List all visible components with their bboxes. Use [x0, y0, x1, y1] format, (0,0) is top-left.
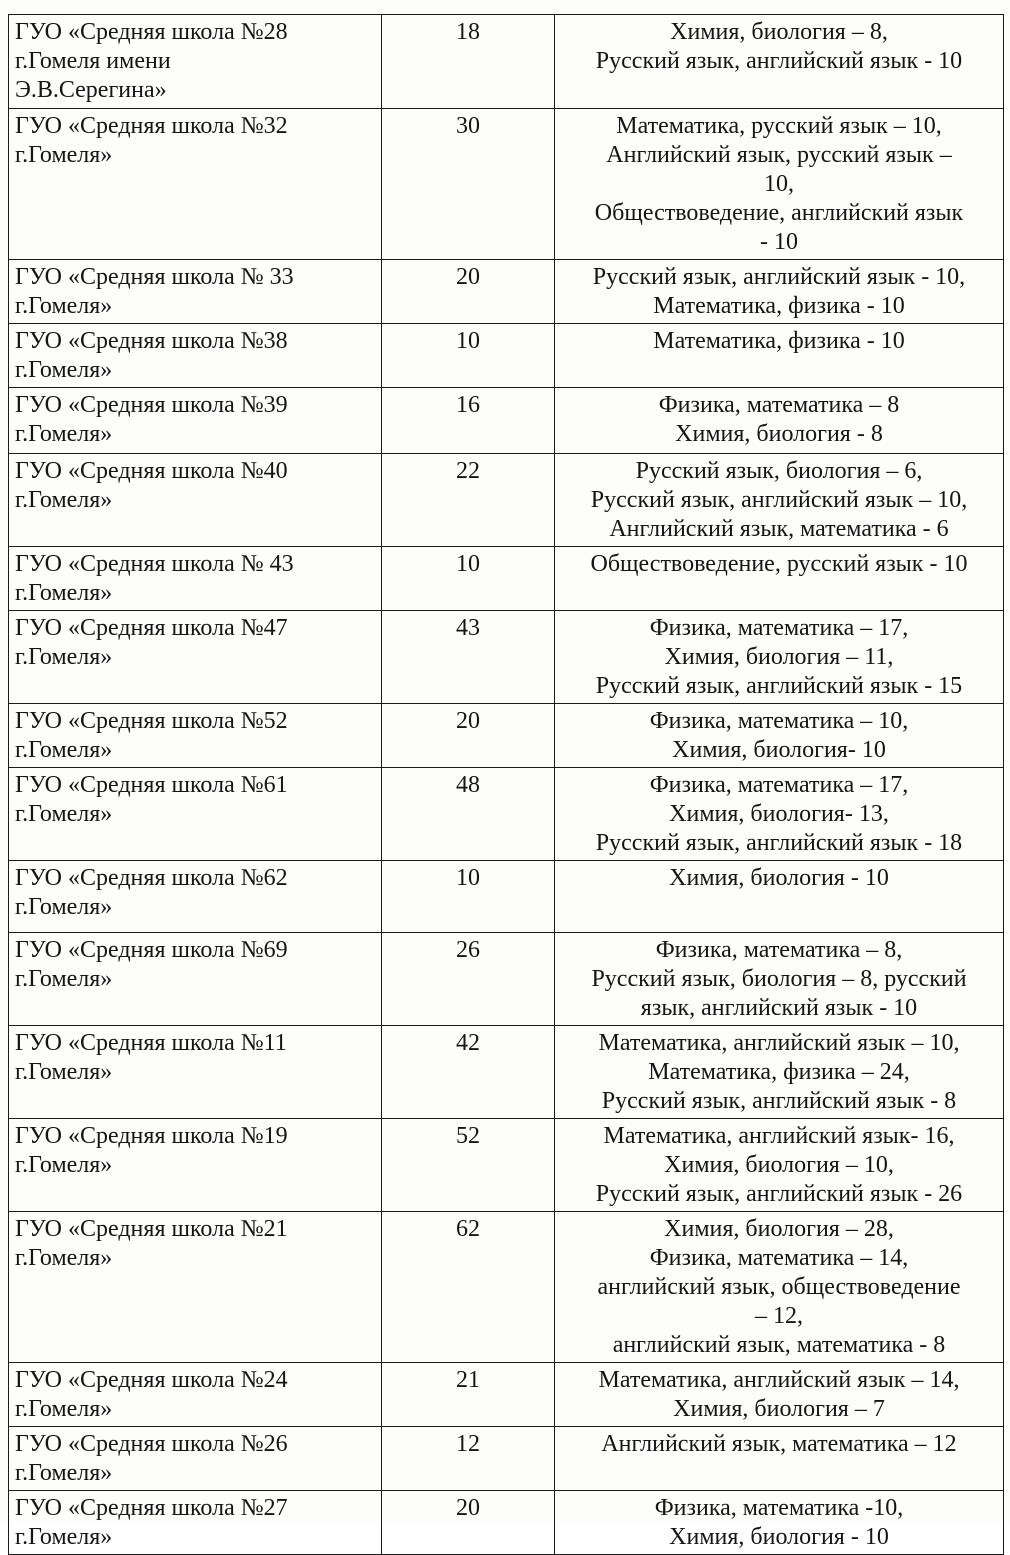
count-cell — [382, 704, 555, 768]
school-name-line: Э.В.Серегина» — [15, 77, 167, 103]
school-name-line: ГУО «Средняя школа № 43 — [15, 551, 294, 577]
count-value: 20 — [456, 1495, 480, 1521]
school-name-cell — [9, 704, 382, 768]
subject-line: Математика, физика - 10 — [653, 293, 905, 319]
count-cell — [382, 260, 555, 324]
subject-line: Математика, английский язык – 10, — [598, 1030, 960, 1056]
school-name-line: ГУО «Средняя школа №47 — [15, 615, 288, 641]
table-row — [9, 454, 1004, 547]
school-name-cell — [9, 388, 382, 454]
count-cell — [382, 454, 555, 547]
table-row — [9, 15, 1004, 109]
school-name-cell — [9, 1491, 382, 1555]
count-cell — [382, 1026, 555, 1119]
count-value: 20 — [456, 264, 480, 290]
count-value: 43 — [456, 615, 480, 641]
school-name-line: г.Гомеля» — [15, 801, 113, 827]
school-name-line: г.Гомеля» — [15, 737, 113, 763]
count-cell — [382, 1212, 555, 1363]
subjects-cell — [555, 324, 1004, 388]
school-name-cell — [9, 324, 382, 388]
school-name-line: г.Гомеля» — [15, 487, 113, 513]
subjects-cell — [555, 547, 1004, 611]
school-name-line: г.Гомеля» — [15, 1059, 113, 1085]
subject-line: Английский язык, русский язык – — [606, 142, 952, 168]
school-name-line: ГУО «Средняя школа №28 — [15, 19, 288, 45]
school-name-line: г.Гомеля» — [15, 1396, 113, 1422]
count-value: 42 — [456, 1030, 480, 1056]
table-row — [9, 704, 1004, 768]
subject-line: Физика, математика – 10, — [649, 708, 909, 734]
subject-line: Русский язык, английский язык - 26 — [595, 1181, 963, 1207]
count-cell — [382, 15, 555, 109]
subject-line: Русский язык, английский язык - 10, — [592, 264, 966, 290]
count-value: 30 — [456, 113, 480, 139]
count-value: 21 — [456, 1367, 480, 1393]
subject-line: Физика, математика – 17, — [649, 615, 909, 641]
school-name-line: ГУО «Средняя школа №40 — [15, 458, 288, 484]
school-name-line: ГУО «Средняя школа №38 — [15, 328, 288, 354]
subjects-cell — [555, 1491, 1004, 1555]
count-value: 10 — [456, 551, 480, 577]
school-name-line: г.Гомеля» — [15, 1245, 113, 1271]
school-name-cell — [9, 1212, 382, 1363]
subjects-cell — [555, 1427, 1004, 1491]
subject-line: Физика, математика – 8 — [658, 392, 900, 418]
subject-line: Обществоведение, английский язык — [594, 200, 964, 226]
school-name-line: г.Гомеля имени — [15, 48, 171, 74]
subjects-cell — [555, 861, 1004, 933]
subject-line: Английский язык, математика – 12 — [601, 1431, 957, 1457]
count-cell — [382, 611, 555, 704]
school-name-cell — [9, 861, 382, 933]
school-name-cell — [9, 454, 382, 547]
school-name-line: ГУО «Средняя школа №19 — [15, 1123, 288, 1149]
subject-line: Математика, русский язык – 10, — [616, 113, 942, 139]
count-cell — [382, 388, 555, 454]
table-row — [9, 1427, 1004, 1491]
subject-line: Русский язык, английский язык - 18 — [595, 830, 963, 856]
school-name-cell — [9, 15, 382, 109]
subject-line: Математика, английский язык – 14, — [598, 1367, 960, 1393]
count-value: 62 — [456, 1216, 480, 1242]
school-name-line: ГУО «Средняя школа №21 — [15, 1216, 288, 1242]
school-name-cell — [9, 547, 382, 611]
school-name-line: г.Гомеля» — [15, 580, 113, 606]
table-row — [9, 260, 1004, 324]
subject-line: Русский язык, английский язык - 10 — [595, 48, 963, 74]
table-row — [9, 768, 1004, 861]
count-value: 26 — [456, 937, 480, 963]
school-name-line: г.Гомеля» — [15, 966, 113, 992]
school-name-line: г.Гомеля» — [15, 293, 113, 319]
subject-line: Химия, биология – 8, — [670, 19, 888, 45]
subjects-cell — [555, 1026, 1004, 1119]
count-value: 52 — [456, 1123, 480, 1149]
count-cell — [382, 1363, 555, 1427]
subjects-cell — [555, 1212, 1004, 1363]
table-row — [9, 1119, 1004, 1212]
subject-line: Физика, математика – 8, — [655, 937, 903, 963]
count-value: 16 — [456, 392, 480, 418]
school-name-line: г.Гомеля» — [15, 1524, 113, 1550]
school-name-cell — [9, 260, 382, 324]
school-name-cell — [9, 768, 382, 861]
table-row — [9, 1491, 1004, 1555]
table-row — [9, 861, 1004, 933]
subjects-cell — [555, 260, 1004, 324]
subject-line: английский язык, обществоведение — [597, 1274, 961, 1300]
school-name-line: г.Гомеля» — [15, 1460, 113, 1486]
school-name-line: г.Гомеля» — [15, 142, 113, 168]
subject-line: Русский язык, английский язык - 8 — [601, 1088, 957, 1114]
subject-line: Русский язык, биология – 6, — [635, 458, 923, 484]
subjects-cell — [555, 933, 1004, 1026]
school-name-line: ГУО «Средняя школа №52 — [15, 708, 288, 734]
subject-line: Физика, математика – 14, — [649, 1245, 909, 1271]
school-name-line: ГУО «Средняя школа №69 — [15, 937, 288, 963]
schools-table — [8, 14, 1004, 1555]
school-name-cell — [9, 1119, 382, 1212]
school-name-line: ГУО «Средняя школа №26 — [15, 1431, 288, 1457]
subject-line: - 10 — [760, 229, 798, 255]
count-value: 10 — [456, 865, 480, 891]
subject-line: Химия, биология – 28, — [664, 1216, 894, 1242]
table-row — [9, 1212, 1004, 1363]
subject-line: Химия, биология - 8 — [675, 421, 883, 447]
subject-line: Химия, биология – 7 — [673, 1396, 885, 1422]
subject-line: 10, — [764, 171, 794, 197]
school-name-line: г.Гомеля» — [15, 421, 113, 447]
school-name-line: г.Гомеля» — [15, 894, 113, 920]
subjects-cell — [555, 1363, 1004, 1427]
subject-line: Математика, английский язык- 16, — [603, 1123, 955, 1149]
count-cell — [382, 109, 555, 260]
school-name-cell — [9, 933, 382, 1026]
count-cell — [382, 324, 555, 388]
subject-line: Физика, математика – 17, — [649, 772, 909, 798]
count-cell — [382, 1427, 555, 1491]
table-row — [9, 611, 1004, 704]
subject-line: Химия, биология – 10, — [664, 1152, 894, 1178]
subject-line: Химия, биология – 11, — [664, 644, 894, 670]
count-cell — [382, 933, 555, 1026]
school-name-line: ГУО «Средняя школа №61 — [15, 772, 288, 798]
table-row — [9, 1363, 1004, 1427]
school-name-line: ГУО «Средняя школа №24 — [15, 1367, 288, 1393]
subject-line: Физика, математика -10, — [654, 1495, 904, 1521]
count-value: 10 — [456, 328, 480, 354]
count-value: 18 — [456, 19, 480, 45]
count-cell — [382, 1119, 555, 1212]
school-name-line: г.Гомеля» — [15, 1152, 113, 1178]
subject-line: Химия, биология- 10 — [672, 737, 886, 763]
subject-line: Русский язык, биология – 8, русский — [591, 966, 967, 992]
subjects-cell — [555, 611, 1004, 704]
count-cell — [382, 861, 555, 933]
count-cell — [382, 1491, 555, 1555]
count-value: 20 — [456, 708, 480, 734]
subject-line: Обществоведение, русский язык - 10 — [590, 551, 968, 577]
subject-line: Математика, физика - 10 — [653, 328, 905, 354]
subject-line: Английский язык, математика - 6 — [609, 516, 949, 542]
subject-line: Математика, физика – 24, — [648, 1059, 910, 1085]
subjects-cell — [555, 109, 1004, 260]
subject-line: Химия, биология- 13, — [669, 801, 889, 827]
school-name-line: г.Гомеля» — [15, 644, 113, 670]
subject-line: Русский язык, английский язык – 10, — [590, 487, 968, 513]
subject-line: Химия, биология - 10 — [669, 1524, 889, 1550]
count-cell — [382, 547, 555, 611]
school-name-cell — [9, 1363, 382, 1427]
school-name-cell — [9, 109, 382, 260]
subjects-cell — [555, 454, 1004, 547]
table-row — [9, 388, 1004, 454]
school-name-line: ГУО «Средняя школа №32 — [15, 113, 288, 139]
subjects-cell — [555, 388, 1004, 454]
subject-line: английский язык, математика - 8 — [612, 1332, 946, 1358]
school-name-cell — [9, 611, 382, 704]
subjects-cell — [555, 1119, 1004, 1212]
subject-line: Русский язык, английский язык - 15 — [595, 673, 963, 699]
school-name-line: ГУО «Средняя школа №11 — [15, 1030, 287, 1056]
school-name-line: ГУО «Средняя школа №62 — [15, 865, 288, 891]
table-row — [9, 1026, 1004, 1119]
school-name-line: ГУО «Средняя школа №39 — [15, 392, 288, 418]
subjects-cell — [555, 704, 1004, 768]
count-value: 12 — [456, 1431, 480, 1457]
subject-line: – 12, — [755, 1303, 803, 1329]
count-value: 48 — [456, 772, 480, 798]
table-row — [9, 324, 1004, 388]
table-row — [9, 109, 1004, 260]
count-value: 22 — [456, 458, 480, 484]
count-cell — [382, 768, 555, 861]
subject-line: язык, английский язык - 10 — [640, 995, 918, 1021]
school-name-line: ГУО «Средняя школа № 33 — [15, 264, 294, 290]
subjects-cell — [555, 15, 1004, 109]
school-name-cell — [9, 1427, 382, 1491]
school-name-line: г.Гомеля» — [15, 357, 113, 383]
subject-line: Химия, биология - 10 — [669, 865, 889, 891]
school-name-line: ГУО «Средняя школа №27 — [15, 1495, 288, 1521]
table-row — [9, 547, 1004, 611]
table-row — [9, 933, 1004, 1026]
subjects-cell — [555, 768, 1004, 861]
school-name-cell — [9, 1026, 382, 1119]
